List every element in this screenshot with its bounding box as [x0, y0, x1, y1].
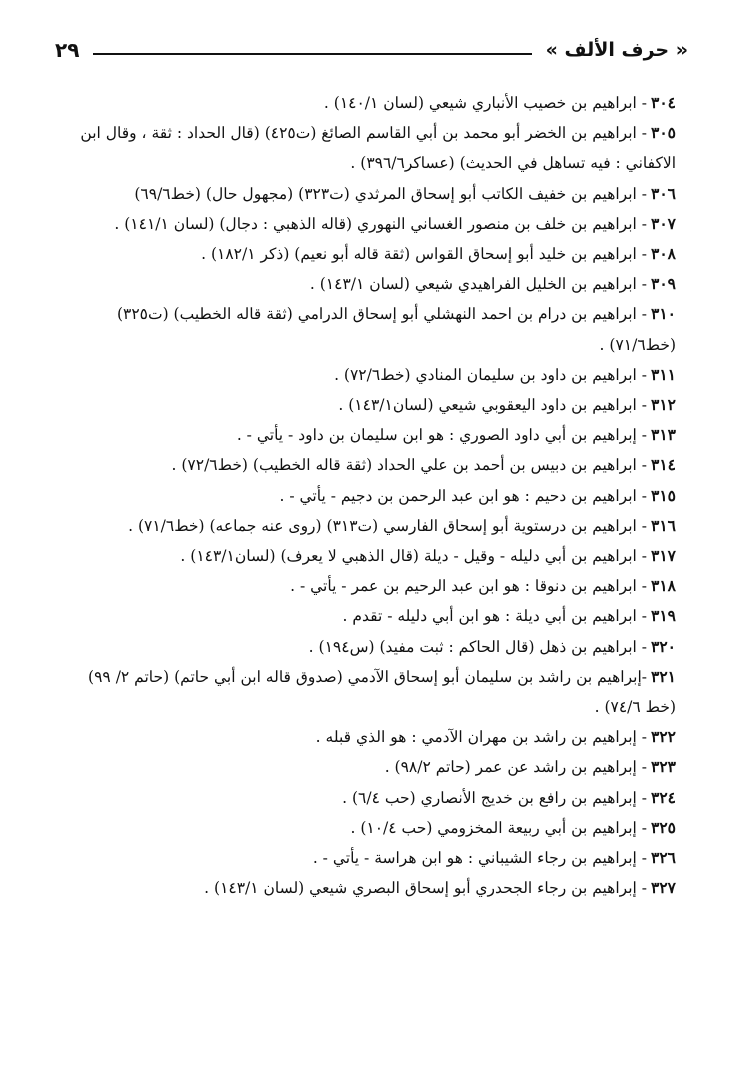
entry-310 — [62, 299, 676, 359]
entry-number: ٣٠٨ — [651, 244, 676, 264]
entry-number: ٣١٦ — [651, 515, 676, 535]
page-number: ٢٩ — [55, 38, 80, 62]
entry-number: ٣١٣ — [651, 425, 676, 445]
entry-312 — [62, 390, 676, 420]
entry-number: ٣٢٠ — [651, 636, 676, 656]
entry-text: - ابراهيم بن داود اليعقوبي شيعي (لسان١٤٣/١) . — [338, 396, 648, 415]
entry-text: - ابراهيم بن الخضر أبو محمد بن أبي القاسم الصائغ (ت٤٢٥) (قال الحداد : ثقة ، وقال ابن الاكفاني : فيه تساهل في الحديث) (عساكر٣٩٦/٦) . — [80, 124, 676, 173]
entry-text: - إبراهيم بن رجاء الجحدري أبو إسحاق البصري شيعي (لسان ١٤٣/١) . — [204, 879, 648, 898]
entry-number: ٣٠٥ — [651, 123, 676, 143]
entry-322 — [62, 722, 676, 752]
entry-number: ٣١٧ — [651, 546, 676, 566]
entry-311 — [62, 360, 676, 390]
entry-text: - ابراهيم بن داود بن سليمان المنادي (خط٧٢/٦) . — [334, 365, 648, 384]
entry-324 — [62, 783, 676, 813]
entry-text: - ابراهيم بن دبيس بن أحمد بن علي الحداد (ثقة قاله الخطيب) (خط٧٢/٦) . — [171, 456, 648, 475]
entry-list — [62, 88, 676, 903]
entry-number: ٣٠٩ — [651, 274, 676, 294]
entry-text: - ابراهيم بن خليد أبو إسحاق القواس (ثقة قاله أبو نعيم) (ذكر ١٨٢/١) . — [201, 245, 648, 264]
entry-text: - ابراهيم بن ذهل (قال الحاكم : ثبت مفيد) (س١٩٤) . — [308, 637, 648, 656]
entry-304 — [62, 88, 676, 118]
chapter-title: « حرف الألف » — [545, 39, 688, 61]
entry-number: ٣٢٣ — [651, 757, 676, 777]
entry-text: - ابراهيم بن خلف بن منصور الغساني النهوري (قاله الذهبي : دجال) (لسان ١٤١/١) . — [114, 214, 648, 233]
entry-325 — [62, 813, 676, 843]
entry-text: - إبراهيم بن رجاء الشيباني : هو ابن هراسة - يأتي - . — [312, 849, 648, 868]
entry-number: ٣١٠ — [651, 304, 676, 324]
entry-number: ٣٢٢ — [651, 727, 676, 747]
entry-text: - ابراهيم بن درام بن احمد النهشلي أبو إسحاق الدرامي (ثقة قاله الخطيب) (ت٣٢٥) (خط٧١/٦) . — [116, 305, 676, 354]
entry-317 — [62, 541, 676, 571]
entry-318 — [62, 571, 676, 601]
header-rule — [93, 53, 531, 55]
entry-text: - إبراهيم بن أبي ربيعة المخزومي (حب ١٠/٤) . — [350, 818, 648, 837]
entry-306 — [62, 179, 676, 209]
entry-number: ٣١١ — [651, 364, 676, 384]
entry-text: -إبراهيم بن راشد بن سليمان أبو إسحاق الآدمي (صدوق قاله ابن أبي حاتم) (حاتم ٢/ ٩٩) (خط ٧٤/٦) . — [88, 667, 676, 717]
entry-323 — [62, 752, 676, 782]
entry-text: - ابراهيم بن الخليل الفراهيدي شيعي (لسان ١٤٣/١) . — [309, 275, 648, 294]
entry-text: - ابراهيم بن خفيف الكاتب أبو إسحاق المرثدي (ت٣٢٣) (مجهول حال) (خط٦٩/٦) — [134, 184, 648, 203]
entry-316 — [62, 511, 676, 541]
page-header — [55, 30, 688, 70]
entry-text: - ابراهيم بن دحيم : هو ابن عبد الرحمن بن دجيم - يأتي - . — [279, 486, 648, 505]
entry-314 — [62, 450, 676, 480]
entry-308 — [62, 239, 676, 269]
entry-327 — [62, 873, 676, 903]
entry-number: ٣٢٤ — [651, 787, 676, 807]
entry-number: ٣٠٤ — [651, 93, 676, 112]
entry-number: ٣٠٦ — [651, 183, 676, 203]
entry-number: ٣١٩ — [651, 606, 676, 626]
entry-number: ٣١٤ — [651, 455, 676, 475]
entry-326 — [62, 843, 676, 873]
entry-320 — [62, 632, 676, 662]
entry-text: - ابراهيم بن أبي ديلة : هو ابن أبي دليله - تقدم . — [342, 607, 648, 626]
entry-number: ٣٠٧ — [651, 213, 676, 233]
entry-number: ٣١٢ — [651, 395, 676, 415]
entry-number: ٣٢٥ — [651, 817, 676, 837]
entry-307 — [62, 209, 676, 239]
entry-text: - ابراهيم بن خصيب الأنباري شيعي (لسان ١٤٠/١) . — [323, 94, 648, 112]
entry-text: - إبراهيم بن راشد عن عمر (حاتم ٩٨/٢) . — [384, 758, 648, 777]
entry-number: ٣٢٧ — [651, 878, 676, 898]
entry-text: - إبراهيم بن راشد بن مهران الآدمي : هو الذي قبله . — [315, 728, 648, 747]
entry-number: ٣٢١ — [651, 666, 676, 686]
entry-text: - ابراهيم بن دنوقا : هو ابن عبد الرحيم بن عمر - يأتي - . — [290, 577, 648, 596]
entry-text: - إبراهيم بن رافع بن خديج الأنصاري (حب ٦/٤) . — [342, 788, 648, 807]
entry-number: ٣١٨ — [651, 576, 676, 596]
entry-text: - إبراهيم بن أبي داود الصوري : هو ابن سليمان بن داود - يأتي - . — [236, 426, 648, 445]
entry-305 — [62, 118, 676, 178]
entry-number: ٣١٥ — [651, 485, 676, 505]
entry-319 — [62, 601, 676, 631]
entry-321 — [62, 662, 676, 722]
entry-313 — [62, 420, 676, 450]
entry-315 — [62, 481, 676, 511]
entry-text: - ابراهيم بن أبي دليله - وقيل - ديلة (قال الذهبي لا يعرف) (لسان١٤٣/١) . — [180, 547, 648, 566]
entry-309 — [62, 269, 676, 299]
entry-text: - ابراهيم بن درستوية أبو إسحاق الفارسي (ت٣١٣) (روى عنه جماعه) (خط٧١/٦) . — [128, 516, 648, 535]
entry-number: ٣٢٦ — [651, 848, 676, 868]
